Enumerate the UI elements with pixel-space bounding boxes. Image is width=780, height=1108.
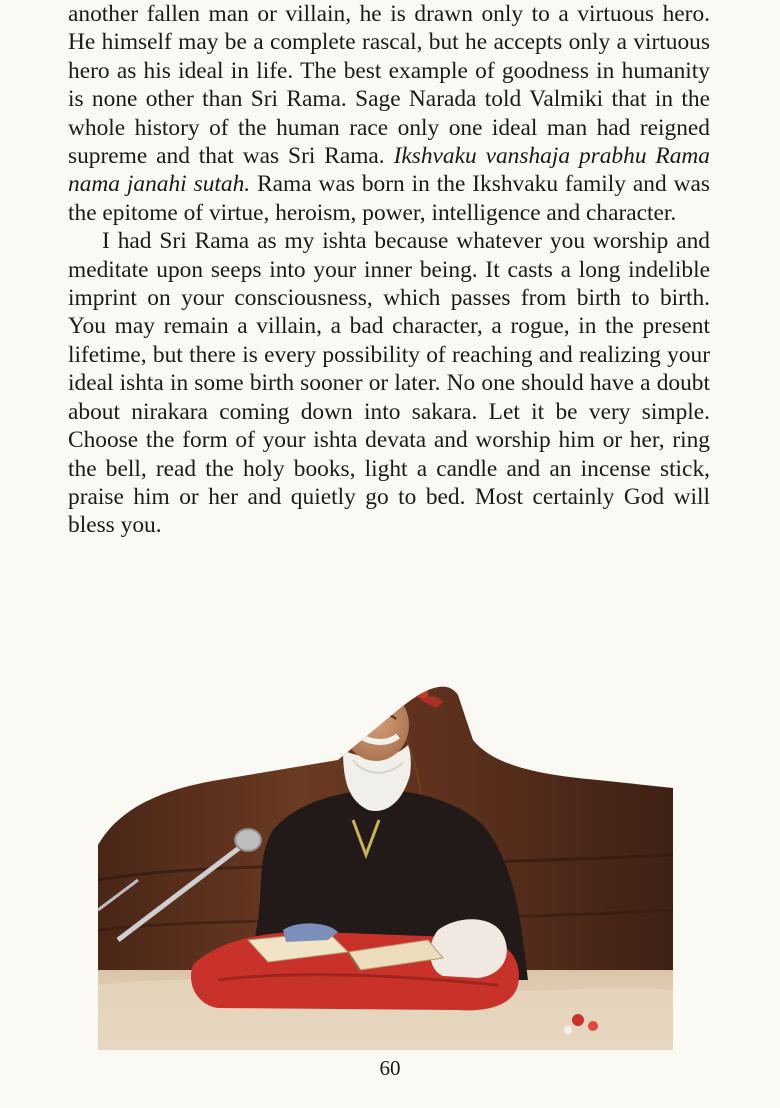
sanskrit-quote: Ikshvaku vanshaja prabhu Rama nama janahi sutah. <box>68 143 710 198</box>
paragraph-1 <box>68 0 710 227</box>
paragraph-2: I had Sri Rama as my ishta because whatever you worship and meditate upon seeps into your inner being. It casts a long indelible imprint on your consciousness, which passes from birth to birth. You may remain a villain, a bad character, a rogue, in the present lifetime, but there is every possibility of reaching and realizing your ideal ishta in some birth sooner or later. No one should have a doubt about nirakara coming down into sakara. Let it be very simple. Choose the form of your ishta devata and worship him or her, ring the bell, read the holy books, light a candle and an incense stick, praise him or her and quietly go to bed. Most certainly God will bless you. <box>68 228 710 539</box>
paragraph-1-text-a: another fallen man or villain, he is drawn only to a virtuous hero. He himself may be a complete rascal, but he accepts only a virtuous hero as his ideal in life. The best example of goodness in humanity is none other than Sri Rama. Sage Narada told Valmiki that in the whole history of the human race only one ideal man had reigned supreme and that was Sri Rama. <box>68 1 710 170</box>
paragraph-1-text-b: Rama was born in the Ikshvaku family and was the epitome of virtue, heroism, power, intelligence and character. <box>68 171 710 226</box>
page-number: 60 <box>379 1056 401 1080</box>
body-text <box>68 0 710 540</box>
photo-seated-swami <box>98 640 673 1050</box>
